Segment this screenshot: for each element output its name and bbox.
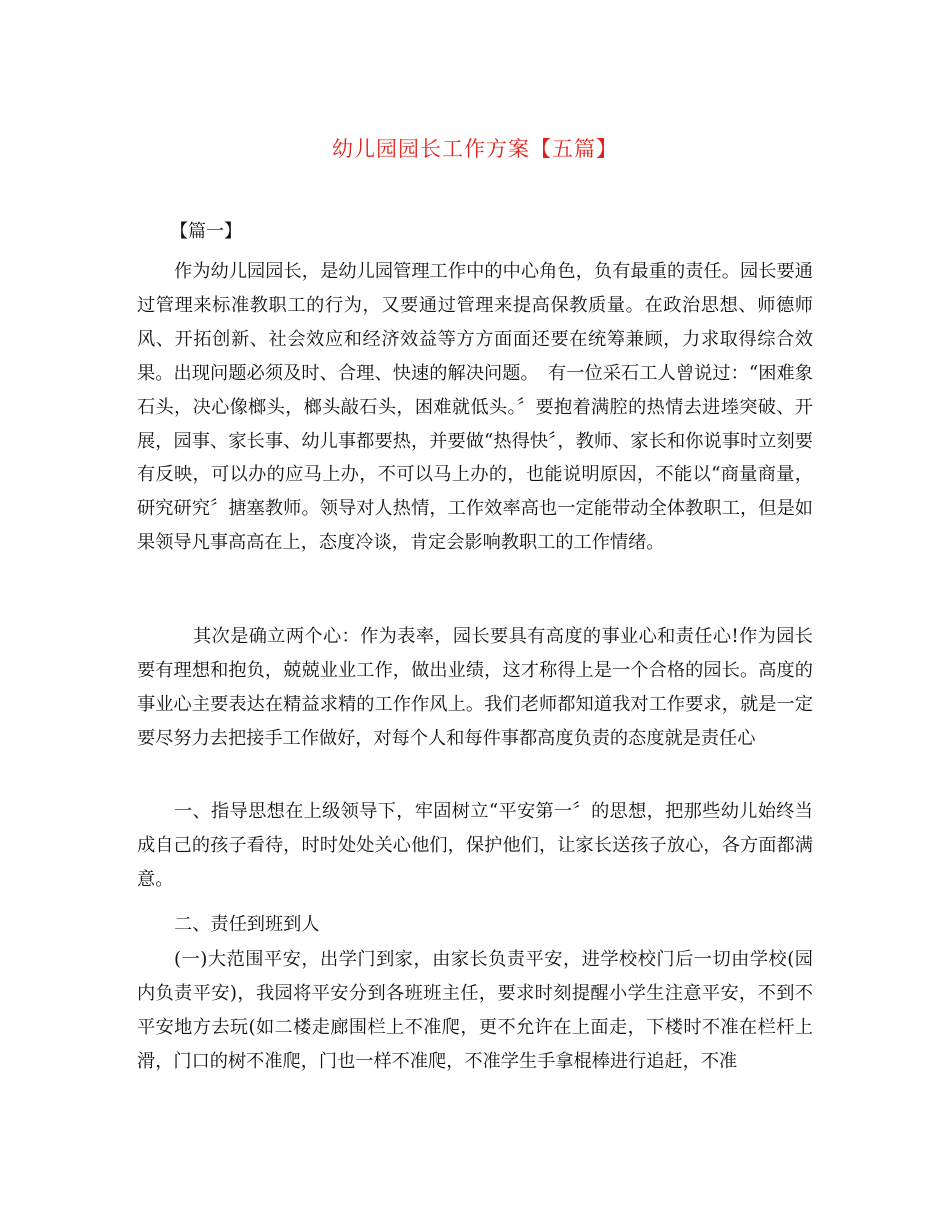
paragraph-5: (一)大范围平安，出学门到家，由家长负责平安，进学校校门后一切由学校(园内负责平安)，我园将平安分到各班班主任，要求时刻提醒小学生注意平安，不到不平安地方去玩(如二楼走廊围栏上不准爬，更不允许在上面走，下楼时不准在栏杆上滑，门口的树不准爬，门也一样不准爬，不准学生手拿棍棒进行追赶，不准 [137, 949, 813, 1072]
document-title: 幼儿园园长工作方案【五篇】 [332, 137, 618, 161]
section-heading: 【篇一】 [170, 221, 242, 242]
paragraph-4: 二、责任到班到人 [174, 914, 320, 935]
paragraph-1: 作为幼儿园园长，是幼儿园管理工作中的中心角色，负有最重的责任。园长要通过管理来标准教职工的行为，又要通过管理来提高保教质量。在政治思想、师德师风、开拓创新、社会效应和经济效益等方方面面还要在统筹兼顾，力求取得综合效果。出现问题必须及时、合理、快速的解决问题。 有一位采石工人曾说过：“困难象石头，决心像榔头，榔头敲石头，困难就低头。〞要抱着满腔的热情去进堘突破、开展，园事、家长事、幼儿事都要热，并要做“热得快〞，教师、家长和你说事时立刻要有反映，可以办的应马上办，不可以马上办的，也能说明原因，不能以“商量商量，研究研究〞搪塞教师。领导对人热情，工作效率高也一定能带动全体教职工，但是如果领导凡事高高在上，态度冷谈，肯定会影响教职工的工作情绪。 [137, 261, 813, 554]
paragraph-2: 其次是确立两个心：作为表率，园长要具有高度的事业心和责任心!作为园长要有理想和抱负，兢兢业业工作，做出业绩，这才称得上是一个合格的园长。高度的事业心主要表达在精益求精的工作作风上。我们老师都知道我对工作要求，就是一定要尽努力去把接手工作做好，对每个人和每件事都高度负责的态度就是责任心 [137, 626, 813, 749]
paragraph-3: 一、指导思想在上级领导下，牢固树立“平安第一〞的思想，把那些幼儿始终当成自己的孩子看待，时时处处关心他们，保护他们，让家长送孩子放心，各方面都满意。 [137, 801, 813, 890]
